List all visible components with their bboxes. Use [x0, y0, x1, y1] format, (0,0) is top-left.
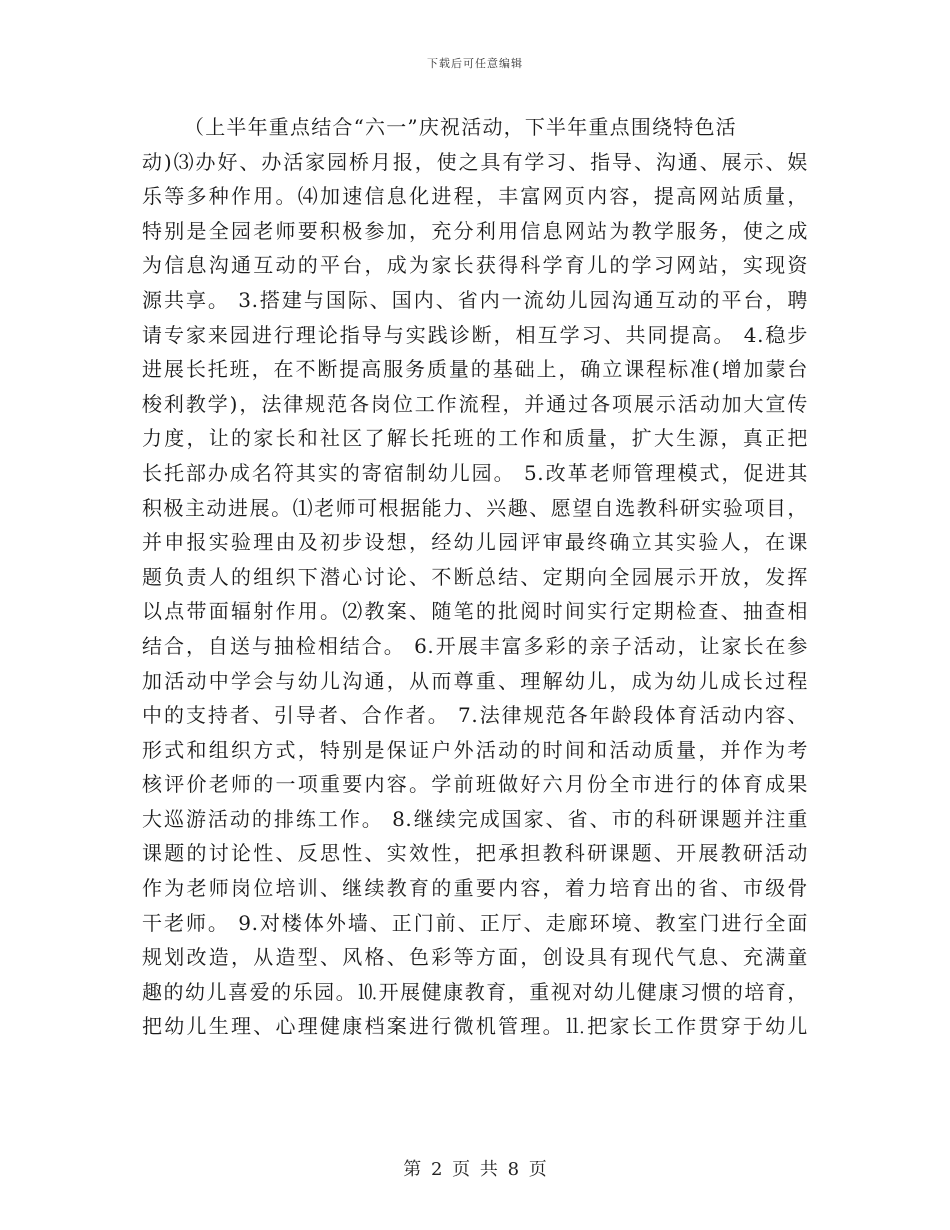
text-line: 以点带面辐射作用。⑵教案、随笔的批阅时间实行定期检查、抽查相	[142, 599, 808, 624]
text-line: 规划改造，从造型、风格、色彩等方面，创设具有现代气息、充满童	[142, 945, 808, 970]
text-line: 乐等多种作用。⑷加速信息化进程，丰富网页内容，提高网站质量，	[142, 184, 808, 209]
text-line: 干老师。 9.对楼体外墙、正门前、正厅、走廊环境、教室门进行全面	[142, 910, 808, 935]
document-body	[142, 110, 808, 1044]
text-line: 核评价老师的一项重要内容。学前班做好六月份全市进行的体育成果	[142, 772, 808, 797]
text-line: 加活动中学会与幼儿沟通，从而尊重、理解幼儿，成为幼儿成长过程	[142, 668, 808, 693]
text-line: 动)⑶办好、办活家园桥月报，使之具有学习、指导、沟通、展示、娱	[142, 149, 808, 174]
text-line: 课题的讨论性、反思性、实效性，把承担教科研课题、开展教研活动	[142, 841, 808, 866]
text-line: 作为老师岗位培训、继续教育的重要内容，着力培育出的省、市级骨	[142, 876, 808, 901]
text-line: 积极主动进展。⑴老师可根据能力、兴趣、愿望自选教科研实验项目，	[142, 495, 808, 520]
text-line: 并申报实验理由及初步设想，经幼儿园评审最终确立其实验人，在课	[142, 530, 808, 555]
text-line: 进展长托班，在不断提高服务质量的基础上，确立课程标准(增加蒙台	[142, 357, 808, 382]
text-line: 大巡游活动的排练工作。 8.继续完成国家、省、市的科研课题并注重	[142, 806, 808, 831]
text-line: 把幼儿生理、心理健康档案进行微机管理。⒒把家长工作贯穿于幼儿	[142, 1014, 808, 1039]
text-line: 源共享。 3.搭建与国际、国内、省内一流幼儿园沟通互动的平台，聘	[142, 287, 808, 312]
page-header-note: 下载后可任意编辑	[427, 57, 523, 70]
text-line: 形式和组织方式，特别是保证户外活动的时间和活动质量，并作为考	[142, 737, 808, 762]
text-line: 中的支持者、引导者、合作者。 7.法律规范各年龄段体育活动内容、	[142, 703, 808, 728]
text-line: 为信息沟通互动的平台，成为家长获得科学育儿的学习网站，实现资	[142, 253, 808, 278]
text-line: 趣的幼儿喜爱的乐园。⒑开展健康教育，重视对幼儿健康习惯的培育，	[142, 979, 808, 1004]
page-number-footer: 第 2 页 共 8 页	[403, 1159, 547, 1180]
text-line: 结合，自送与抽检相结合。 6.开展丰富多彩的亲子活动，让家长在参	[142, 633, 808, 658]
text-line: 题负责人的组织下潜心讨论、不断总结、定期向全园展示开放，发挥	[142, 564, 808, 589]
text-line: 请专家来园进行理论指导与实践诊断，相互学习、共同提高。 4.稳步	[142, 322, 808, 347]
text-line: 力度，让的家长和社区了解长托班的工作和质量，扩大生源，真正把	[142, 426, 808, 451]
text-line: 长托部办成名符其实的寄宿制幼儿园。 5.改革老师管理模式，促进其	[142, 460, 808, 485]
text-line: （上半年重点结合“六一”庆祝活动，下半年重点围绕特色活	[184, 115, 737, 139]
text-line: 梭利教学)，法律规范各岗位工作流程，并通过各项展示活动加大宣传	[142, 391, 808, 416]
text-line: 特别是全园老师要积极参加，充分利用信息网站为教学服务，使之成	[142, 218, 808, 243]
